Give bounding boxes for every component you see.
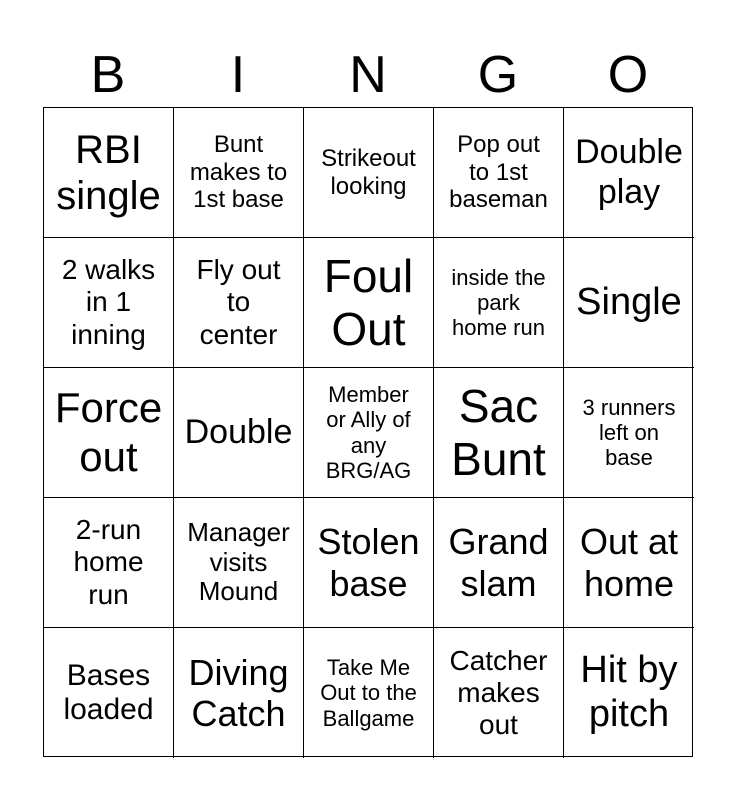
cell-label: RBI single [56,127,161,218]
bingo-board [43,107,693,757]
cell-label: Force out [54,384,163,480]
header-letter-b: B [90,46,126,104]
cell-label: Bases loaded [63,658,154,726]
bingo-header [43,42,693,108]
bingo-cell[interactable] [174,498,304,628]
cell-label: Catcher makes out [449,644,548,741]
cell-label: Single [576,280,682,323]
header-letter-g: G [477,46,519,104]
bingo-cell[interactable] [174,108,304,238]
bingo-cell[interactable] [434,368,564,498]
cell-label: Stolen base [317,521,420,604]
bingo-cell[interactable] [564,108,694,238]
bingo-cell[interactable] [564,498,694,628]
cell-label: Sac Bunt [451,379,546,485]
bingo-cell[interactable] [564,628,694,758]
bingo-cell[interactable] [304,498,434,628]
header-letter-i: I [230,46,246,104]
bingo-cell[interactable] [44,368,174,498]
cell-label: Member or Ally of any BRG/AG [325,381,412,483]
bingo-cell[interactable] [434,628,564,758]
bingo-cell[interactable] [434,498,564,628]
cell-label: Double play [575,133,683,211]
cell-label: Double [184,412,293,451]
bingo-cell[interactable] [44,628,174,758]
header-letter-o: O [607,46,649,104]
bingo-cell[interactable] [564,238,694,368]
cell-label: Foul Out [323,249,414,355]
bingo-cell[interactable] [434,108,564,238]
cell-label: Hit by pitch [580,649,678,735]
cell-label: Grand slam [448,521,549,604]
cell-label: 2-run home run [73,514,144,610]
header-letter-n: N [349,46,387,104]
bingo-cell[interactable] [44,108,174,238]
bingo-cell[interactable] [44,238,174,368]
cell-label: Manager visits Mound [187,516,290,607]
cell-label: 2 walks in 1 inning [61,254,156,350]
cell-label: Take Me Out to the Ballgame [320,655,417,731]
cell-label: 3 runners left on base [582,394,676,471]
bingo-cell[interactable] [564,368,694,498]
cell-label: Pop out to 1st baseman [449,131,548,214]
cell-label: Diving Catch [188,651,289,734]
bingo-cell[interactable] [434,238,564,368]
bingo-cell[interactable] [304,368,434,498]
bingo-cell[interactable] [304,108,434,238]
cell-label: Fly out to center [196,254,281,350]
cell-label: inside the park home run [451,264,546,341]
cell-label: Strikeout looking [321,144,416,200]
cell-label: Bunt makes to 1st base [189,131,288,214]
bingo-cell[interactable] [174,238,304,368]
bingo-cell[interactable] [44,498,174,628]
bingo-cell[interactable] [174,628,304,758]
bingo-cell[interactable] [304,628,434,758]
cell-label: Out at home [579,521,679,604]
bingo-cell[interactable] [174,368,304,498]
bingo-cell[interactable] [304,238,434,368]
